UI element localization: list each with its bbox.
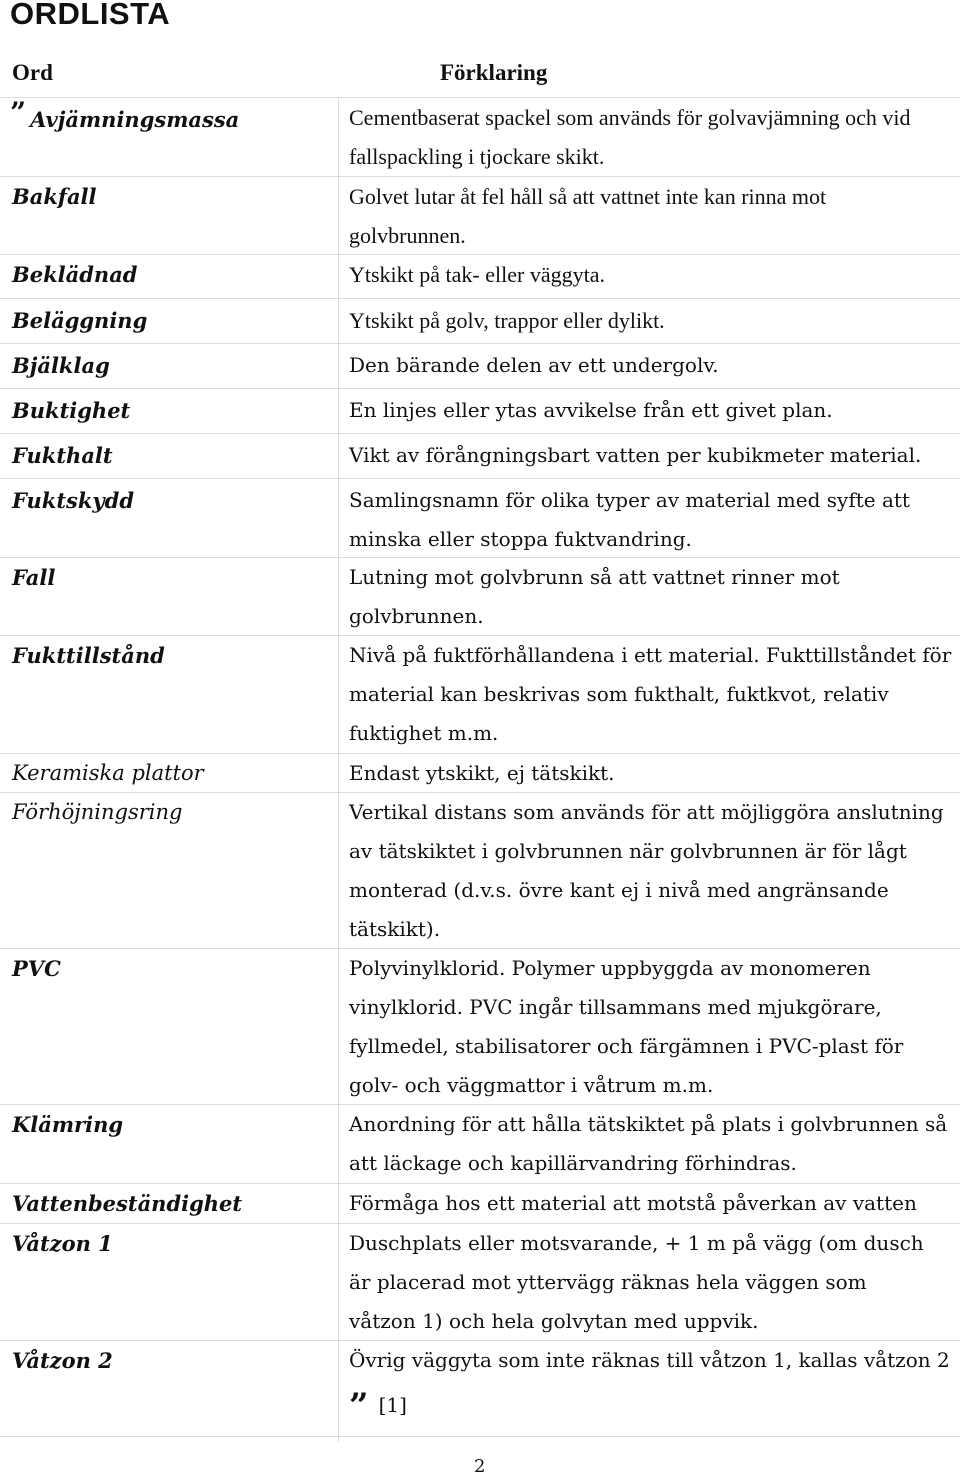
term-cell: ” Avjämningsmassa [10, 96, 240, 132]
table-row [0, 388, 960, 433]
table-row [0, 557, 960, 635]
term-cell: Keramiska plattor [12, 761, 204, 785]
reference-line [349, 1386, 954, 1426]
glossary-table [0, 97, 960, 1437]
definition-cell: En linjes eller ytas avvikelse från ett givet plan. [349, 398, 833, 422]
term-cell: Våtzon 2 [12, 1348, 113, 1373]
term-cell: Bakfall [12, 184, 97, 209]
column-header-term: Ord [12, 60, 53, 85]
definition-cell: Samlingsnamn för olika typer av material med syfte att minska eller stoppa fuktvandring. [349, 488, 910, 551]
definition-cell: Golvet lutar åt fel håll så att vattnet inte kan rinna mot golvbrunnen. [349, 184, 827, 248]
page-number: 2 [474, 1456, 486, 1477]
table-row [0, 298, 960, 343]
term-cell: Beläggning [12, 308, 148, 333]
quote-mark-icon: ” [349, 1386, 369, 1426]
reference-link[interactable]: [1] [378, 1393, 407, 1417]
definition-cell: Polyvinylklorid. Polymer uppbyggda av monomeren vinylklorid. PVC ingår tillsammans med mjukgörare, fyllmedel, stabilisatorer och färgämnen i PVC-plast för golv- och väggmattor i våtrum m.m. [349, 956, 904, 1097]
definition-cell: Den bärande delen av ett undergolv. [349, 353, 719, 377]
term-cell: Beklädnad [12, 262, 138, 287]
term-cell: Klämring [12, 1112, 124, 1137]
term-cell: Fukthalt [12, 443, 113, 468]
definition-cell [349, 1341, 954, 1426]
definition-cell: Duschplats eller motsvarande, + 1 m på vägg (om dusch är placerad mot yttervägg räknas hela väggen som våtzon 1) och hela golvytan med uppvik. [349, 1231, 924, 1333]
table-row [0, 1223, 960, 1340]
definition-cell: Endast ytskikt, ej tätskikt. [349, 761, 615, 785]
definition-cell: Vertikal distans som används för att möjliggöra anslutning av tätskiktet i golvbrunnen när golvbrunnen är för lågt monterad (d.v.s. övre kant ej i nivå med angränsande tätskikt). [349, 800, 944, 941]
term-cell: Fuktskydd [12, 488, 135, 513]
definition-cell: Cementbaserat spackel som används för golvavjämning och vid fallspackling i tjockare skikt. [349, 105, 911, 169]
table-row [0, 792, 960, 948]
term-cell: Fukttillstånd [12, 643, 165, 668]
table-row [0, 753, 960, 792]
definition-text: Övrig väggyta som inte räknas till våtzon 1, kallas våtzon 2 [349, 1348, 950, 1372]
term-cell: Fall [12, 565, 56, 590]
definition-cell: Ytskikt på tak- eller väggyta. [349, 262, 605, 287]
table-row [0, 254, 960, 298]
table-row [0, 1340, 960, 1437]
term-cell: PVC [12, 956, 61, 981]
quote-mark-icon: ” [10, 96, 27, 129]
table-row [0, 1183, 960, 1223]
table-row [0, 343, 960, 388]
page-title: ORDLISTA [10, 0, 171, 31]
table-row [0, 948, 960, 1104]
term-cell: Buktighet [12, 398, 131, 423]
table-row [0, 97, 960, 176]
definition-cell: Anordning för att hålla tätskiktet på plats i golvbrunnen så att läckage och kapillärvandring förhindras. [349, 1112, 948, 1175]
table-row [0, 433, 960, 478]
definition-cell: Vikt av förångningsbart vatten per kubikmeter material. [349, 443, 922, 467]
table-row [0, 1104, 960, 1183]
definition-cell: Ytskikt på golv, trappor eller dylikt. [349, 308, 665, 333]
definition-cell: Lutning mot golvbrunn så att vattnet rinner mot golvbrunnen. [349, 565, 840, 628]
term-cell: Vattenbeständighet [12, 1191, 243, 1216]
table-row [0, 176, 960, 254]
term-cell: Bjälklag [12, 353, 110, 378]
column-header-definition: Förklaring [440, 60, 548, 85]
table-row [0, 635, 960, 753]
term-cell: Våtzon 1 [12, 1231, 113, 1256]
term-cell: Förhöjningsring [12, 800, 183, 824]
definition-cell: Förmåga hos ett material att motstå påverkan av vatten [349, 1191, 917, 1215]
table-row [0, 478, 960, 557]
definition-cell: Nivå på fuktförhållandena i ett material. Fukttillståndet för material kan beskrivas som fukthalt, fuktkvot, relativ fuktighet m.m. [349, 643, 952, 745]
